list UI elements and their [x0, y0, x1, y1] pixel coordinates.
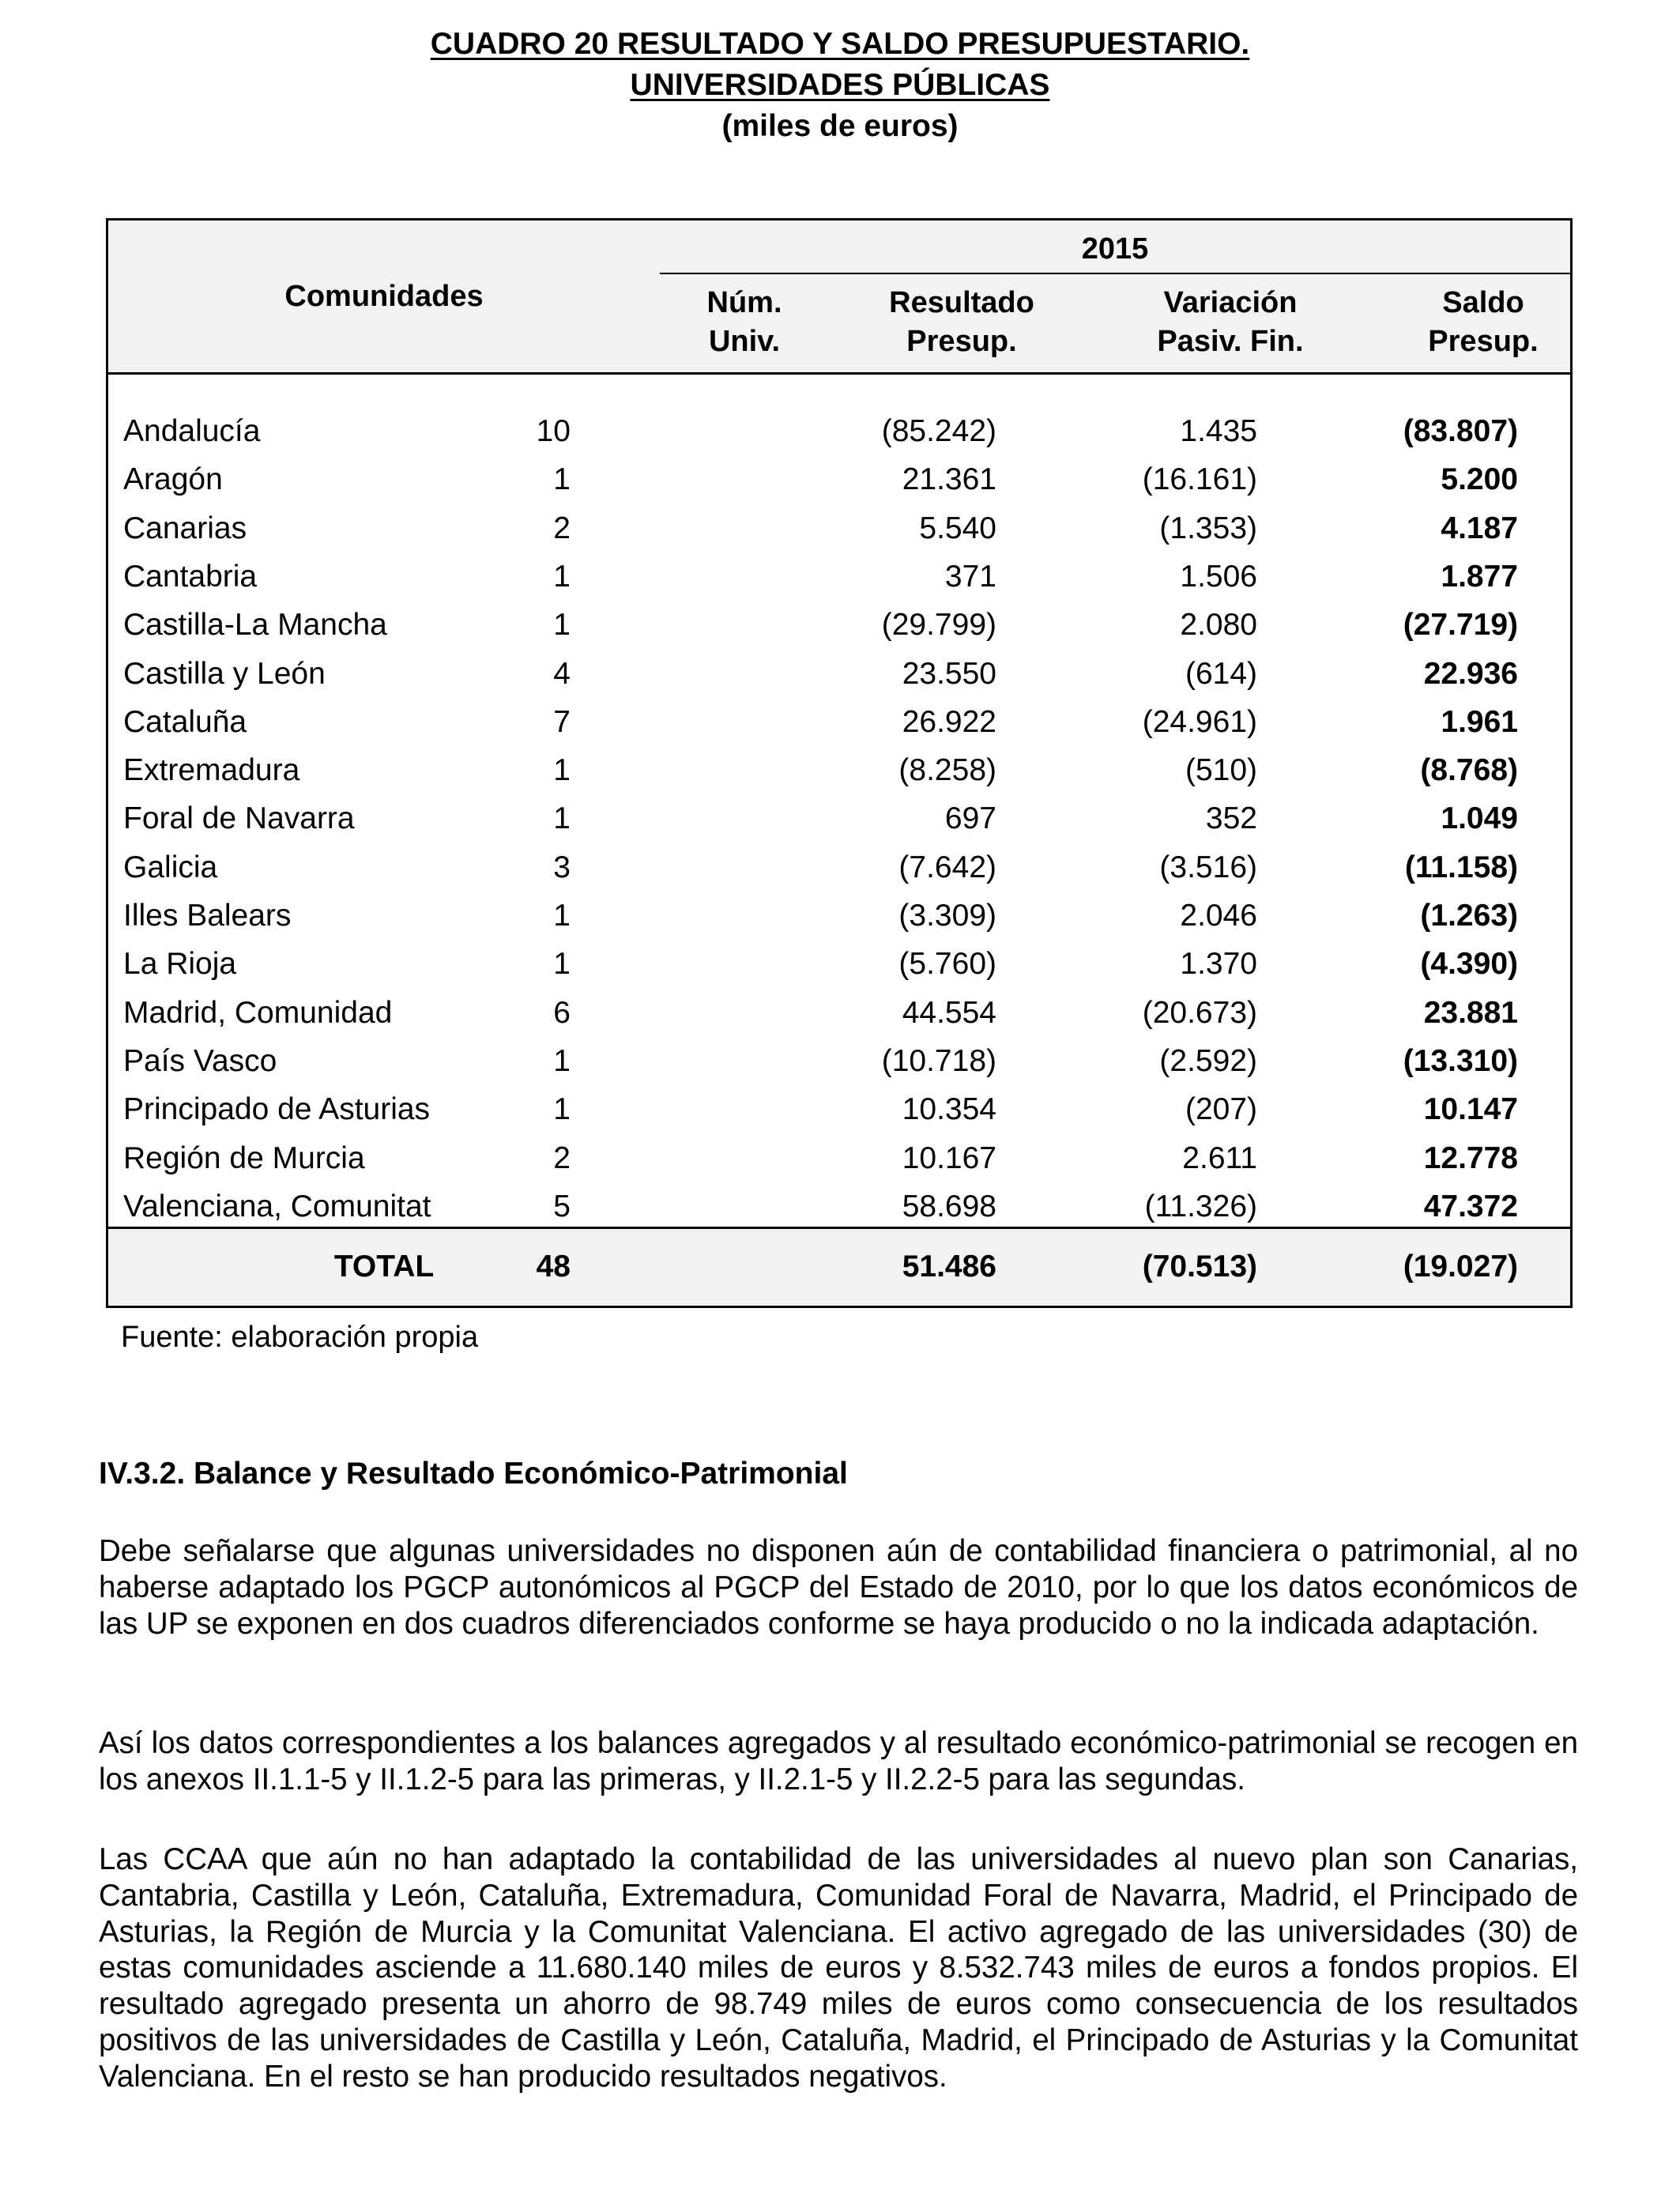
community-name: Foral de Navarra	[123, 801, 355, 836]
community-name: Región de Murcia	[123, 1140, 365, 1175]
header-resultado: Resultado Presup.	[889, 286, 1034, 358]
resultado-presup: (29.799)	[881, 608, 996, 643]
community-name: Castilla-La Mancha	[123, 608, 387, 643]
num-univ: 1	[553, 559, 571, 594]
num-univ: 1	[553, 1092, 571, 1127]
table-source: Fuente: elaboración propia	[121, 1321, 479, 1354]
header-num-univ: Núm. Univ.	[706, 286, 782, 358]
community-name: Galicia	[123, 850, 218, 884]
total-variacion: (70.513)	[1142, 1250, 1257, 1284]
variacion-pasiv: 1.506	[1180, 559, 1257, 594]
variacion-pasiv: 1.435	[1180, 414, 1257, 448]
budget-table	[106, 218, 1573, 1308]
variacion-pasiv: 2.080	[1180, 608, 1257, 643]
section-heading: IV.3.2. Balance y Resultado Económico-Patrimonial	[99, 1457, 848, 1491]
community-name: Cataluña	[123, 704, 247, 739]
table-row	[108, 455, 1570, 503]
total-num: 48	[536, 1250, 571, 1284]
paragraph-1: Debe señalarse que algunas universidades no disponen aún de contabilidad financiera o patrimonial, al no haberse adaptado los PGCP autonómicos al PGCP del Estado de 2010, por lo que los datos económicos de las UP se exponen en dos cuadros diferenciados conforme se haya producido o no la indicada adaptación.	[99, 1534, 1578, 1641]
num-univ: 6	[553, 995, 571, 1030]
table-row	[108, 794, 1570, 843]
num-univ: 1	[553, 753, 571, 788]
saldo-presup: (4.390)	[1420, 947, 1518, 982]
saldo-presup: (83.807)	[1403, 414, 1518, 448]
variacion-pasiv: (24.961)	[1142, 704, 1257, 739]
table-row	[108, 1182, 1570, 1231]
total-saldo: (19.027)	[1403, 1250, 1518, 1284]
num-univ: 1	[553, 801, 571, 836]
saldo-presup: 47.372	[1423, 1189, 1518, 1223]
resultado-presup: 697	[944, 801, 996, 836]
num-univ: 2	[553, 1140, 571, 1175]
table-title	[0, 24, 1680, 147]
num-univ: 10	[536, 414, 571, 448]
table-row	[108, 407, 1570, 455]
variacion-pasiv: (3.516)	[1159, 850, 1257, 884]
num-univ: 7	[553, 704, 571, 739]
resultado-presup: (7.642)	[898, 850, 996, 884]
header-variacion: Variación Pasiv. Fin.	[1157, 286, 1304, 358]
table-row	[108, 601, 1570, 649]
resultado-presup: (3.309)	[898, 899, 996, 933]
saldo-presup: 23.881	[1423, 995, 1518, 1030]
resultado-presup: (8.258)	[898, 753, 996, 788]
table-row	[108, 698, 1570, 746]
variacion-pasiv: (2.592)	[1159, 1043, 1257, 1078]
total-resultado: 51.486	[902, 1250, 996, 1284]
table-total-row	[108, 1227, 1570, 1306]
community-name: Valenciana, Comunitat	[123, 1189, 431, 1223]
paragraph-2: Así los datos correspondientes a los balances agregados y al resultado económico-patrimonial se recogen en los anexos II.1.1-5 y II.1.2-5 para las primeras, y II.2.1-5 y II.2.2-5 para las segundas.	[99, 1726, 1578, 1796]
num-univ: 5	[553, 1189, 571, 1223]
variacion-pasiv: 1.370	[1180, 947, 1257, 982]
community-name: Canarias	[123, 511, 247, 545]
resultado-presup: (85.242)	[881, 414, 996, 448]
num-univ: 1	[553, 608, 571, 643]
num-univ: 1	[553, 1043, 571, 1078]
resultado-presup: 371	[944, 559, 996, 594]
resultado-presup: 5.540	[919, 511, 996, 545]
community-name: Extremadura	[123, 753, 300, 788]
table-row	[108, 940, 1570, 988]
table-row	[108, 1134, 1570, 1182]
saldo-presup: 12.778	[1423, 1140, 1518, 1175]
num-univ: 4	[553, 656, 571, 691]
variacion-pasiv: (16.161)	[1142, 462, 1257, 497]
variacion-pasiv: 2.611	[1182, 1140, 1257, 1175]
header-year: 2015	[1081, 232, 1149, 266]
table-row	[108, 989, 1570, 1037]
saldo-presup: (1.263)	[1420, 899, 1518, 933]
num-univ: 3	[553, 850, 571, 884]
resultado-presup: (10.718)	[881, 1043, 996, 1078]
resultado-presup: 44.554	[902, 995, 996, 1030]
community-name: Illes Balears	[123, 899, 292, 933]
table-row	[108, 650, 1570, 698]
variacion-pasiv: (614)	[1185, 656, 1257, 691]
resultado-presup: 21.361	[902, 462, 996, 497]
table-row	[108, 843, 1570, 892]
num-univ: 1	[553, 462, 571, 497]
resultado-presup: 23.550	[902, 656, 996, 691]
variacion-pasiv: (11.326)	[1144, 1189, 1257, 1223]
saldo-presup: 1.877	[1441, 559, 1518, 594]
saldo-presup: 5.200	[1441, 462, 1518, 497]
resultado-presup: (5.760)	[898, 947, 996, 982]
table-row	[108, 746, 1570, 794]
saldo-presup: 1.961	[1441, 704, 1518, 739]
variacion-pasiv: 2.046	[1180, 899, 1257, 933]
num-univ: 1	[553, 899, 571, 933]
table-row	[108, 552, 1570, 601]
table-row	[108, 1085, 1570, 1133]
community-name: Aragón	[123, 462, 223, 497]
title-line-1: CUADRO 20 RESULTADO Y SALDO PRESUPUESTARIO.	[430, 27, 1250, 61]
community-name: Madrid, Comunidad	[123, 995, 393, 1030]
saldo-presup: 10.147	[1423, 1092, 1518, 1127]
saldo-presup: (13.310)	[1403, 1043, 1518, 1078]
paragraph-3: Las CCAA que aún no han adaptado la contabilidad de las universidades al nuevo plan son Canarias, Cantabria, Castilla y León, Cataluña, Extremadura, Comunidad Foral de Navarra, Madrid, el Principado de Asturias, la Región de Murcia y la Comunitat Valenciana. El activo agregado de las universidades (30) de estas comunidades asciende a 11.680.140 miles de euros y 8.532.743 miles de euros a fondos propios. El resultado agregado presenta un ahorro de 98.749 miles de euros como consecuencia de los resultados positivos de las universidades de Castilla y León, Cataluña, Madrid, el Principado de Asturias y la Comunitat Valenciana. En el resto se han producido resultados negativos.	[99, 1842, 1578, 2094]
community-name: País Vasco	[123, 1043, 277, 1078]
community-name: Castilla y León	[123, 656, 326, 691]
saldo-presup: 22.936	[1423, 656, 1518, 691]
community-name: Cantabria	[123, 559, 258, 594]
table-row	[108, 504, 1570, 552]
title-line-3: (miles de euros)	[721, 109, 959, 143]
saldo-presup: 1.049	[1441, 801, 1518, 836]
saldo-presup: (11.158)	[1404, 850, 1518, 884]
saldo-presup: (8.768)	[1420, 753, 1518, 788]
saldo-presup: (27.719)	[1403, 608, 1518, 643]
header-communities: Comunidades	[284, 280, 484, 313]
resultado-presup: 10.354	[902, 1092, 996, 1127]
community-name: La Rioja	[123, 947, 237, 982]
total-label: TOTAL	[333, 1250, 435, 1284]
variacion-pasiv: 352	[1205, 801, 1257, 836]
header-saldo: Saldo Presup.	[1428, 286, 1539, 358]
resultado-presup: 58.698	[902, 1189, 996, 1223]
resultado-presup: 10.167	[902, 1140, 996, 1175]
community-name: Andalucía	[123, 414, 261, 448]
resultado-presup: 26.922	[902, 704, 996, 739]
variacion-pasiv: (510)	[1185, 753, 1257, 788]
table-row	[108, 892, 1570, 940]
variacion-pasiv: (207)	[1185, 1092, 1257, 1127]
table-header	[108, 221, 1570, 375]
num-univ: 1	[553, 947, 571, 982]
saldo-presup: 4.187	[1441, 511, 1518, 545]
year-divider	[660, 273, 1570, 274]
table-row	[108, 1037, 1570, 1085]
community-name: Principado de Asturias	[123, 1092, 431, 1127]
variacion-pasiv: (20.673)	[1142, 995, 1257, 1030]
variacion-pasiv: (1.353)	[1159, 511, 1257, 545]
title-line-2: UNIVERSIDADES PÚBLICAS	[630, 68, 1050, 102]
num-univ: 2	[553, 511, 571, 545]
